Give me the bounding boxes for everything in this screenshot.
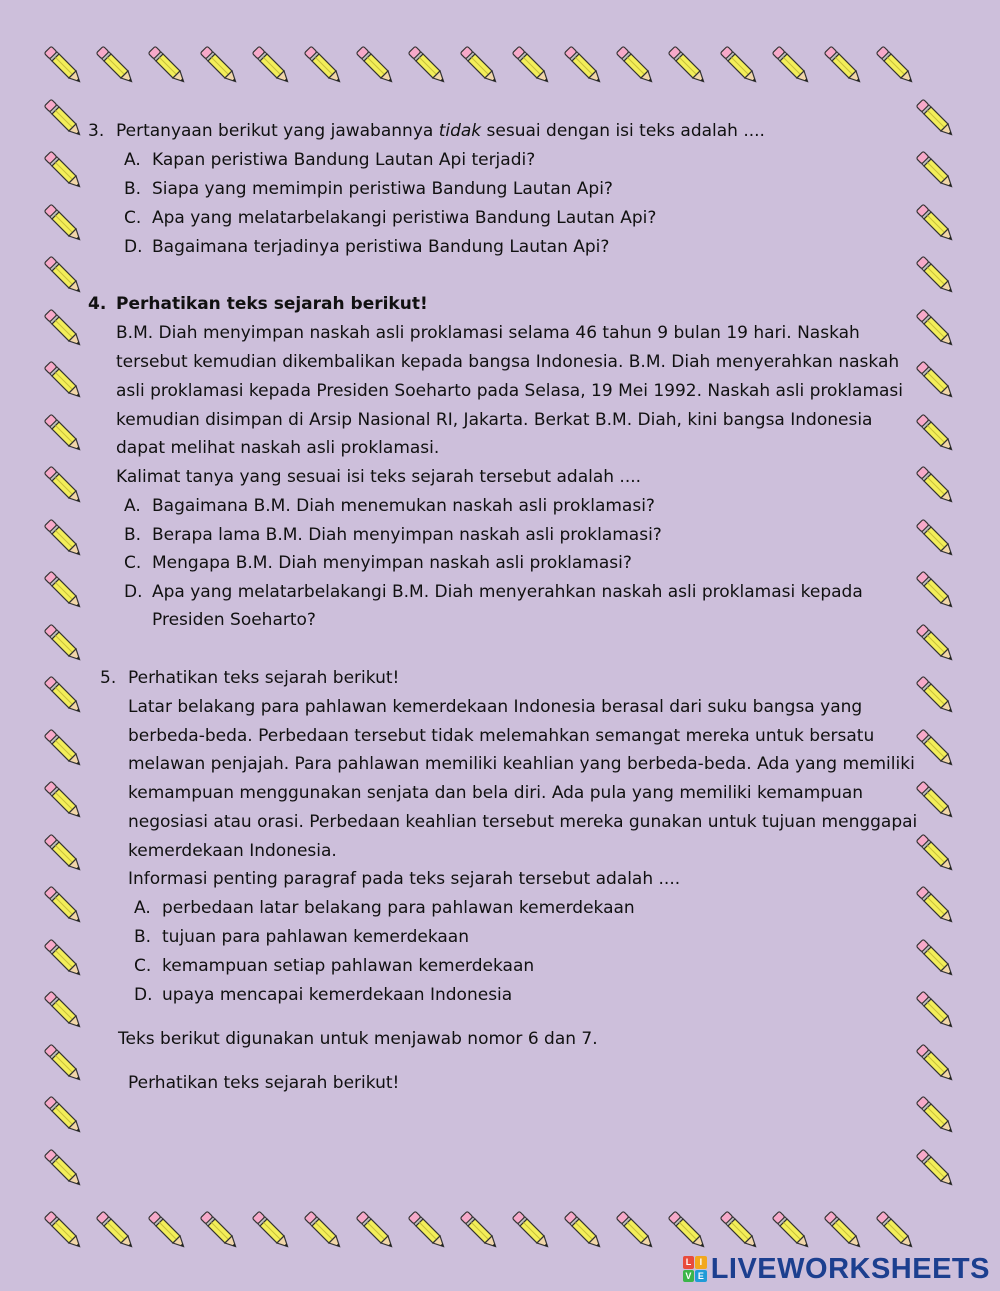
option-letter: A. [124, 150, 141, 170]
option-text: tujuan para pahlawan kemerdekaan [162, 927, 469, 947]
q4-option-d-continued: Presiden Soeharto? [152, 610, 316, 630]
option-text: kemampuan setiap pahlawan kemerdekaan [162, 956, 535, 976]
option-letter: D. [134, 985, 153, 1005]
option-letter: C. [124, 208, 142, 228]
q3-option-d[interactable] [124, 237, 609, 257]
q4-option-c[interactable] [124, 553, 632, 573]
question-3-stem [88, 121, 765, 141]
next-text-heading: Perhatikan teks sejarah berikut! [128, 1073, 400, 1093]
option-text: Mengapa B.M. Diah menyimpan naskah asli proklamasi? [152, 553, 632, 573]
q5-option-d[interactable] [134, 985, 512, 1005]
q4-passage-line: B.M. Diah menyimpan naskah asli proklamasi selama 46 tahun 9 bulan 19 hari. Naskah [116, 323, 860, 343]
question-5-heading [100, 668, 399, 688]
q5-option-c[interactable] [134, 956, 534, 976]
option-text: Apa yang melatarbelakangi B.M. Diah menyerahkan naskah asli proklamasi kepada [152, 582, 863, 602]
q5-question: Informasi penting paragraf pada teks sejarah tersebut adalah .... [128, 869, 681, 889]
option-text: Bagaimana B.M. Diah menemukan naskah asli proklamasi? [152, 496, 655, 516]
question-4-heading [88, 294, 428, 314]
logo-badge-letter: E [695, 1270, 707, 1283]
option-text: Berapa lama B.M. Diah menyimpan naskah asli proklamasi? [152, 525, 662, 545]
option-letter: D. [124, 237, 143, 257]
heading-text: Perhatikan teks sejarah berikut! [128, 668, 400, 688]
option-letter: B. [124, 525, 142, 545]
liveworksheets-logo[interactable] [683, 1253, 990, 1285]
logo-text: LIVEWORKSHEETS [710, 1252, 990, 1285]
q4-question: Kalimat tanya yang sesuai isi teks sejarah tersebut adalah .... [116, 467, 642, 487]
q4-passage-line: asli proklamasi kepada Presiden Soeharto pada Selasa, 19 Mei 1992. Naskah asli proklamasi [116, 381, 903, 401]
option-text: Kapan peristiwa Bandung Lautan Api terjadi? [152, 150, 536, 170]
option-text: Siapa yang memimpin peristiwa Bandung Lautan Api? [152, 179, 613, 199]
option-text: Bagaimana terjadinya peristiwa Bandung Lautan Api? [152, 237, 610, 257]
q5-passage-line: melawan penjajah. Para pahlawan memiliki keahlian yang berbeda-beda. Ada yang memiliki [128, 754, 915, 774]
option-letter: C. [134, 956, 152, 976]
logo-badge-letter: V [683, 1270, 695, 1283]
q4-passage-line: tersebut kemudian dikembalikan kepada bangsa Indonesia. B.M. Diah menyerahkan naskah [116, 352, 900, 372]
q4-option-a[interactable] [124, 496, 655, 516]
option-letter: B. [124, 179, 142, 199]
option-letter: B. [134, 927, 152, 947]
question-number: 3. [88, 121, 105, 141]
q3-option-c[interactable] [124, 208, 656, 228]
instruction-note: Teks berikut digunakan untuk menjawab nomor 6 dan 7. [118, 1029, 598, 1049]
q5-passage-line: kemerdekaan Indonesia. [128, 841, 337, 861]
option-text: Apa yang melatarbelakangi peristiwa Bandung Lautan Api? [152, 208, 657, 228]
q4-passage-line: kemudian disimpan di Arsip Nasional RI, Jakarta. Berkat B.M. Diah, kini bangsa Indonesia [116, 410, 873, 430]
option-letter: A. [124, 496, 141, 516]
q5-passage-line: kemampuan menggunakan senjata dan bela diri. Ada pula yang memiliki kemampuan [128, 783, 864, 803]
option-text: perbedaan latar belakang para pahlawan kemerdekaan [162, 898, 635, 918]
q5-passage-line: Latar belakang para pahlawan kemerdekaan Indonesia berasal dari suku bangsa yang [128, 697, 863, 717]
q4-option-b[interactable] [124, 525, 662, 545]
logo-badge-letter: L [683, 1256, 695, 1269]
stem-text: Pertanyaan berikut yang jawabannya [116, 121, 439, 141]
logo-badge-letter: I [695, 1256, 707, 1269]
option-letter: C. [124, 553, 142, 573]
q4-passage-line: dapat melihat naskah asli proklamasi. [116, 438, 440, 458]
question-number: 5. [100, 668, 117, 688]
q5-passage-line: negosiasi atau orasi. Perbedaan keahlian tersebut mereka gunakan untuk tujuan menggapai [128, 812, 918, 832]
q3-option-a[interactable] [124, 150, 535, 170]
q3-option-b[interactable] [124, 179, 613, 199]
option-letter: A. [134, 898, 151, 918]
option-letter: D. [124, 582, 143, 602]
q5-passage-line: berbeda-beda. Perbedaan tersebut tidak melemahkan semangat mereka untuk bersatu [128, 726, 875, 746]
q4-option-d[interactable] [124, 582, 863, 602]
logo-badge [683, 1256, 707, 1282]
q5-option-b[interactable] [134, 927, 469, 947]
q5-option-a[interactable] [134, 898, 635, 918]
question-number: 4. [88, 294, 107, 314]
stem-italic: tidak [438, 121, 482, 141]
option-text: upaya mencapai kemerdekaan Indonesia [162, 985, 513, 1005]
stem-text: sesuai dengan isi teks adalah .... [481, 121, 765, 141]
heading-text: Perhatikan teks sejarah berikut! [116, 294, 428, 314]
